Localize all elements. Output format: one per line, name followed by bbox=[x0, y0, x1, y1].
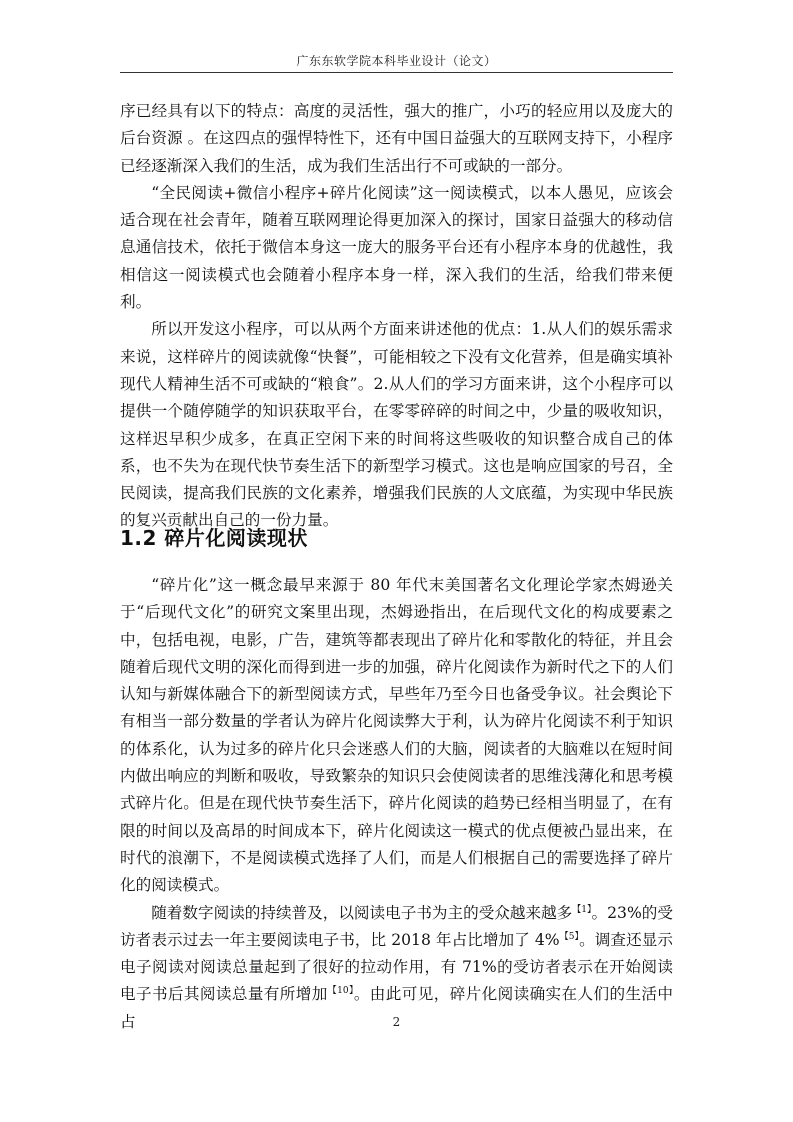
citation-marker: 【5】 bbox=[559, 931, 580, 942]
paragraph-advantages: 所以开发这小程序，可以从两个方面来讲述他的优点：1.从人们的娱乐需求来说，这样碎片的阅读就像“快餐”，可能相较之下没有文化营养，但是确实填补现代人精神生活不可或缺的“粮食”。2.从人们的学习方面来讲，这个小程序可以提供一个随停随学的知识获取平台，在零零碎碎的时间之中，少量的吸收知识，这样迟早积少成多，在真正空闲下来的时间将这些吸收的知识整合成自己的体系，也不失为在现代快节奏生活下的新型学习模式。这也是响应国家的号召，全民阅读，提高我们民族的文化素养，增强我们民族的人文底蕴，为实现中华民族的复兴贡献出自己的一份力量。 bbox=[120, 320, 673, 530]
text-fragment: 。由此可见，碎片化阅读确实在人们的生活中占 bbox=[120, 985, 673, 1031]
paragraph-reading-mode: “全民阅读+微信小程序+碎片化阅读”这一阅读模式，以本人愚见，应该会适合现在社会青年，随着互联网理论得更加深入的探讨，国家日益强大的移动信息通信技术，依托于微信本身这一庞大的服务平台还有小程序本身的优越性，我相信这一阅读模式也会随着小程序本身一样，深入我们的生活，给我们带来便利。 bbox=[120, 183, 673, 312]
page-number: 2 bbox=[392, 1015, 401, 1029]
text-fragment: 随着数字阅读的持续普及，以阅读电子书为主的受众越来越多 bbox=[151, 903, 573, 922]
section-text-block bbox=[120, 572, 673, 1036]
header-divider bbox=[120, 72, 673, 73]
text-fragment: 。23%的受访者表示过去一年主要阅读电子书，比 2018 年占比增加了 4% bbox=[120, 903, 673, 949]
paragraph-continued: 序已经具有以下的特点：高度的灵活性，强大的推广，小巧的轻应用以及庞大的后台资源 。在这四点的强悍特性下，还有中国日益强大的互联网支持下，小程序已经逐渐深入我们的生活，成为我们生活出行不可或缺的一部分。 bbox=[120, 102, 673, 175]
intro-text-block bbox=[120, 98, 673, 535]
citation-marker: 【1】 bbox=[572, 904, 592, 915]
text-fragment: 。调查还显示电子阅读对阅读总量起到了很好的拉动作用，有 71%的受访者表示在开始阅读电子书后其阅读总量有所增加 bbox=[120, 930, 673, 1004]
section-heading: 1.2 碎片化阅读现状 bbox=[120, 526, 308, 550]
paragraph-fragmentation-concept: “碎片化”这一概念最早来源于 80 年代末美国著名文化理论学家杰姆逊关于“后现代文化”的研究文案里出现，杰姆逊指出，在后现代文化的构成要素之中，包括电视，电影，广告，建筑等都表现出了碎片化和零散化的特征，并且会随着后现代文明的深化而得到进一步的加强，碎片化阅读作为新时代之下的人们认知与新媒体融合下的新型阅读方式，早些年乃至今日也备受争议。社会舆论下有相当一部分数量的学者认为碎片化阅读弊大于利，认为碎片化阅读不利于知识的体系化，认为过多的碎片化只会迷惑人们的大脑，阅读者的大脑难以在短时间内做出响应的判断和吸收，导致繁杂的知识只会使阅读者的思维浅薄化和思考模式碎片化。但是在现代快节奏生活下，碎片化阅读的趋势已经相当明显了，在有限的时间以及高昂的时间成本下，碎片化阅读这一模式的优点便被凸显出来，在时代的浪潮下，不是阅读模式选择了人们，而是人们根据自己的需要选择了碎片化的阅读模式。 bbox=[120, 576, 673, 895]
page-header: 广东东软学院本科毕业设计（论文） bbox=[296, 54, 497, 68]
citation-marker: 【10】 bbox=[327, 986, 354, 997]
